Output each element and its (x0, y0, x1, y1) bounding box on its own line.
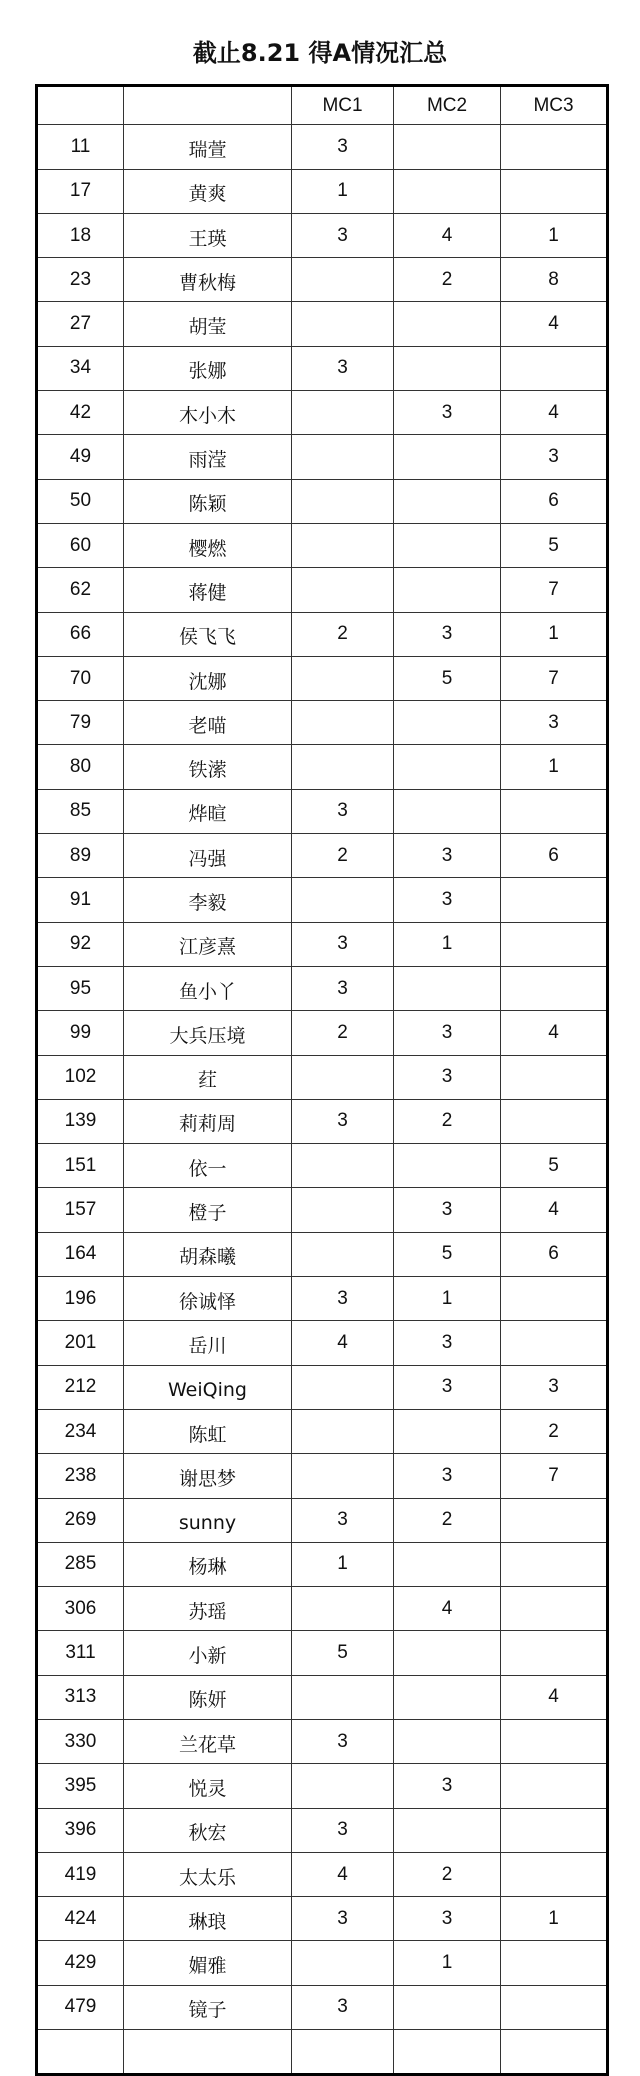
name-cell: 张娜 (124, 346, 292, 390)
name-cell: 悦灵 (124, 1764, 292, 1808)
table-row (37, 1409, 608, 1453)
table-row (37, 1011, 608, 1055)
mc2-cell: 1 (394, 1941, 501, 1985)
mc1-cell (292, 523, 394, 567)
id-cell: 234 (37, 1409, 124, 1453)
mc2-cell (394, 701, 501, 745)
id-cell: 330 (37, 1719, 124, 1763)
name-cell (124, 2030, 292, 2075)
mc2-cell (394, 1144, 501, 1188)
id-cell: 66 (37, 612, 124, 656)
name-cell: 老喵 (124, 701, 292, 745)
name-cell: 陈颖 (124, 479, 292, 523)
table-row (37, 302, 608, 346)
id-cell: 102 (37, 1055, 124, 1099)
name-cell: 苏瑶 (124, 1587, 292, 1631)
mc2-cell: 3 (394, 1321, 501, 1365)
name-cell: 侯飞飞 (124, 612, 292, 656)
mc1-cell (292, 302, 394, 346)
mc3-cell: 3 (501, 1365, 608, 1409)
id-cell: 18 (37, 213, 124, 257)
id-cell: 479 (37, 1985, 124, 2029)
table-row (37, 1808, 608, 1852)
summary-table (35, 84, 609, 2076)
mc2-cell (394, 1542, 501, 1586)
id-cell: 50 (37, 479, 124, 523)
name-cell: 依一 (124, 1144, 292, 1188)
id-cell: 27 (37, 302, 124, 346)
mc2-cell: 3 (394, 1188, 501, 1232)
mc3-cell: 6 (501, 834, 608, 878)
mc3-cell: 7 (501, 568, 608, 612)
name-cell: 沈娜 (124, 656, 292, 700)
mc2-cell (394, 789, 501, 833)
table-row (37, 1365, 608, 1409)
mc3-cell (501, 789, 608, 833)
name-cell: 大兵压境 (124, 1011, 292, 1055)
mc1-cell (292, 1454, 394, 1498)
mc3-cell (501, 125, 608, 169)
mc3-cell (501, 169, 608, 213)
table-row (37, 523, 608, 567)
id-cell: 34 (37, 346, 124, 390)
table-row (37, 1232, 608, 1276)
table-row (37, 169, 608, 213)
table-row (37, 789, 608, 833)
table-row (37, 258, 608, 302)
table-row (37, 1321, 608, 1365)
mc2-cell (394, 568, 501, 612)
id-cell: 395 (37, 1764, 124, 1808)
id-cell: 17 (37, 169, 124, 213)
mc1-cell (292, 1055, 394, 1099)
mc2-cell (394, 523, 501, 567)
id-cell: 429 (37, 1941, 124, 1985)
id-cell: 91 (37, 878, 124, 922)
id-cell: 311 (37, 1631, 124, 1675)
mc2-cell: 3 (394, 1897, 501, 1941)
header-cell-mc2: MC2 (394, 86, 501, 125)
mc3-cell: 1 (501, 213, 608, 257)
mc1-cell: 4 (292, 1321, 394, 1365)
mc2-cell: 3 (394, 834, 501, 878)
mc3-cell: 6 (501, 479, 608, 523)
id-cell: 201 (37, 1321, 124, 1365)
page-title: 截止8.21 得A情况汇总 (192, 39, 448, 67)
mc1-cell (292, 1764, 394, 1808)
id-cell: 62 (37, 568, 124, 612)
mc1-cell (292, 656, 394, 700)
mc1-cell (292, 258, 394, 302)
table-row (37, 878, 608, 922)
table-body (37, 86, 608, 2075)
id-cell: 11 (37, 125, 124, 169)
name-cell: 木小木 (124, 391, 292, 435)
mc1-cell: 3 (292, 125, 394, 169)
mc1-cell: 5 (292, 1631, 394, 1675)
mc3-cell: 4 (501, 302, 608, 346)
mc3-cell: 7 (501, 656, 608, 700)
table-row (37, 1188, 608, 1232)
table-row (37, 1542, 608, 1586)
name-cell: WeiQing (124, 1365, 292, 1409)
id-cell (37, 2030, 124, 2075)
name-cell: 荭 (124, 1055, 292, 1099)
mc2-cell: 2 (394, 258, 501, 302)
mc3-cell (501, 1631, 608, 1675)
mc1-cell: 3 (292, 922, 394, 966)
mc3-cell (501, 1764, 608, 1808)
mc2-cell: 4 (394, 1587, 501, 1631)
name-cell: 秋宏 (124, 1808, 292, 1852)
mc2-cell (394, 1409, 501, 1453)
name-cell: 黄爽 (124, 169, 292, 213)
name-cell: 烨暄 (124, 789, 292, 833)
mc2-cell (394, 125, 501, 169)
mc3-cell: 1 (501, 612, 608, 656)
mc3-cell (501, 1099, 608, 1143)
mc2-cell (394, 1985, 501, 2029)
mc2-cell (394, 169, 501, 213)
table-row (37, 1099, 608, 1143)
name-cell: 鱼小丫 (124, 966, 292, 1010)
table-row (37, 1675, 608, 1719)
mc3-cell (501, 1277, 608, 1321)
header-cell-id (37, 86, 124, 125)
mc1-cell: 3 (292, 1985, 394, 2029)
mc3-cell: 2 (501, 1409, 608, 1453)
mc2-cell (394, 1631, 501, 1675)
mc1-cell (292, 701, 394, 745)
id-cell: 424 (37, 1897, 124, 1941)
mc3-cell: 6 (501, 1232, 608, 1276)
mc1-cell (292, 2030, 394, 2075)
name-cell: 瑞萱 (124, 125, 292, 169)
mc1-cell: 2 (292, 834, 394, 878)
id-cell: 196 (37, 1277, 124, 1321)
mc1-cell: 3 (292, 346, 394, 390)
table-row (37, 1985, 608, 2029)
header-cell-mc3: MC3 (501, 86, 608, 125)
table-row (37, 213, 608, 257)
mc3-cell: 3 (501, 701, 608, 745)
mc1-cell (292, 1941, 394, 1985)
mc3-cell (501, 2030, 608, 2075)
table-row (37, 1144, 608, 1188)
id-cell: 99 (37, 1011, 124, 1055)
name-cell: 陈虹 (124, 1409, 292, 1453)
id-cell: 85 (37, 789, 124, 833)
id-cell: 212 (37, 1365, 124, 1409)
mc3-cell (501, 1587, 608, 1631)
mc1-cell (292, 1144, 394, 1188)
mc2-cell (394, 1675, 501, 1719)
mc1-cell (292, 479, 394, 523)
table-row (37, 1852, 608, 1896)
mc1-cell (292, 1365, 394, 1409)
mc1-cell: 1 (292, 1542, 394, 1586)
mc3-cell (501, 346, 608, 390)
mc3-cell: 8 (501, 258, 608, 302)
id-cell: 238 (37, 1454, 124, 1498)
table-row (37, 922, 608, 966)
name-cell: 太太乐 (124, 1852, 292, 1896)
id-cell: 89 (37, 834, 124, 878)
table-row (37, 1719, 608, 1763)
mc1-cell: 3 (292, 789, 394, 833)
mc1-cell: 3 (292, 1277, 394, 1321)
mc3-cell: 4 (501, 1188, 608, 1232)
name-cell: 小新 (124, 1631, 292, 1675)
id-cell: 151 (37, 1144, 124, 1188)
mc1-cell (292, 1232, 394, 1276)
table-row (37, 1454, 608, 1498)
table-row (37, 966, 608, 1010)
name-cell: 谢思梦 (124, 1454, 292, 1498)
name-cell: 胡森曦 (124, 1232, 292, 1276)
name-cell: 曹秋梅 (124, 258, 292, 302)
table-row (37, 834, 608, 878)
name-cell: 岳川 (124, 1321, 292, 1365)
header-cell-name (124, 86, 292, 125)
name-cell: 冯强 (124, 834, 292, 878)
mc1-cell: 3 (292, 1808, 394, 1852)
table-row (37, 656, 608, 700)
id-cell: 60 (37, 523, 124, 567)
name-cell: 琳琅 (124, 1897, 292, 1941)
mc1-cell: 3 (292, 213, 394, 257)
id-cell: 95 (37, 966, 124, 1010)
mc3-cell: 4 (501, 1011, 608, 1055)
mc1-cell (292, 568, 394, 612)
mc1-cell (292, 878, 394, 922)
id-cell: 70 (37, 656, 124, 700)
name-cell: 莉莉周 (124, 1099, 292, 1143)
mc2-cell (394, 302, 501, 346)
id-cell: 313 (37, 1675, 124, 1719)
name-cell: 铁潆 (124, 745, 292, 789)
name-cell: 李毅 (124, 878, 292, 922)
id-cell: 285 (37, 1542, 124, 1586)
mc2-cell: 5 (394, 656, 501, 700)
mc2-cell (394, 435, 501, 479)
name-cell: 媚雅 (124, 1941, 292, 1985)
mc2-cell: 3 (394, 1454, 501, 1498)
mc2-cell: 5 (394, 1232, 501, 1276)
mc1-cell (292, 1587, 394, 1631)
name-cell: 樱燃 (124, 523, 292, 567)
name-cell: 雨滢 (124, 435, 292, 479)
id-cell: 419 (37, 1852, 124, 1896)
mc2-cell (394, 745, 501, 789)
mc3-cell: 7 (501, 1454, 608, 1498)
table-row (37, 568, 608, 612)
table-row (37, 1587, 608, 1631)
table-row (37, 701, 608, 745)
mc2-cell: 1 (394, 1277, 501, 1321)
id-cell: 79 (37, 701, 124, 745)
mc3-cell: 3 (501, 435, 608, 479)
mc2-cell: 3 (394, 878, 501, 922)
table-row (37, 1764, 608, 1808)
mc3-cell (501, 1808, 608, 1852)
mc3-cell: 4 (501, 391, 608, 435)
mc2-cell: 2 (394, 1099, 501, 1143)
mc1-cell (292, 1409, 394, 1453)
mc3-cell: 1 (501, 1897, 608, 1941)
table-header-row (37, 86, 608, 125)
mc2-cell: 4 (394, 213, 501, 257)
name-cell: sunny (124, 1498, 292, 1542)
mc1-cell: 3 (292, 1099, 394, 1143)
table-row (37, 1055, 608, 1099)
name-cell: 杨琳 (124, 1542, 292, 1586)
mc1-cell: 1 (292, 169, 394, 213)
table-row (37, 612, 608, 656)
mc3-cell: 5 (501, 523, 608, 567)
table-row (37, 1277, 608, 1321)
mc3-cell (501, 878, 608, 922)
mc2-cell: 1 (394, 922, 501, 966)
mc1-cell: 3 (292, 966, 394, 1010)
mc1-cell: 3 (292, 1897, 394, 1941)
mc2-cell: 3 (394, 1055, 501, 1099)
mc3-cell (501, 1055, 608, 1099)
mc3-cell (501, 1321, 608, 1365)
mc2-cell: 2 (394, 1852, 501, 1896)
table-row (37, 125, 608, 169)
mc3-cell (501, 1985, 608, 2029)
id-cell: 306 (37, 1587, 124, 1631)
id-cell: 157 (37, 1188, 124, 1232)
id-cell: 396 (37, 1808, 124, 1852)
mc1-cell (292, 745, 394, 789)
mc2-cell (394, 346, 501, 390)
table-row (37, 1631, 608, 1675)
mc2-cell: 3 (394, 612, 501, 656)
table-row (37, 745, 608, 789)
mc2-cell (394, 966, 501, 1010)
name-cell: 蒋健 (124, 568, 292, 612)
mc2-cell (394, 1719, 501, 1763)
mc2-cell: 2 (394, 1498, 501, 1542)
mc3-cell: 1 (501, 745, 608, 789)
mc1-cell: 2 (292, 612, 394, 656)
table-row (37, 391, 608, 435)
name-cell: 王瑛 (124, 213, 292, 257)
mc2-cell (394, 2030, 501, 2075)
mc3-cell (501, 1941, 608, 1985)
name-cell: 江彦熹 (124, 922, 292, 966)
mc1-cell (292, 435, 394, 479)
name-cell: 陈妍 (124, 1675, 292, 1719)
table-row (37, 1498, 608, 1542)
table-row (37, 346, 608, 390)
id-cell: 92 (37, 922, 124, 966)
mc2-cell (394, 1808, 501, 1852)
table-row (37, 1897, 608, 1941)
mc1-cell: 3 (292, 1498, 394, 1542)
mc3-cell (501, 966, 608, 1010)
mc2-cell: 3 (394, 1365, 501, 1409)
mc1-cell (292, 1675, 394, 1719)
mc3-cell: 5 (501, 1144, 608, 1188)
id-cell: 23 (37, 258, 124, 302)
name-cell: 徐诚怿 (124, 1277, 292, 1321)
header-cell-mc1: MC1 (292, 86, 394, 125)
mc1-cell: 3 (292, 1719, 394, 1763)
id-cell: 139 (37, 1099, 124, 1143)
mc2-cell: 3 (394, 1764, 501, 1808)
name-cell: 镜子 (124, 1985, 292, 2029)
mc3-cell (501, 1852, 608, 1896)
name-cell: 兰花草 (124, 1719, 292, 1763)
mc3-cell (501, 922, 608, 966)
mc1-cell (292, 391, 394, 435)
name-cell: 橙子 (124, 1188, 292, 1232)
table-row (37, 479, 608, 523)
id-cell: 269 (37, 1498, 124, 1542)
name-cell: 胡莹 (124, 302, 292, 346)
id-cell: 164 (37, 1232, 124, 1276)
id-cell: 80 (37, 745, 124, 789)
table-row (37, 1941, 608, 1985)
mc2-cell (394, 479, 501, 523)
table-row (37, 2030, 608, 2075)
id-cell: 42 (37, 391, 124, 435)
id-cell: 49 (37, 435, 124, 479)
mc2-cell: 3 (394, 1011, 501, 1055)
mc3-cell (501, 1498, 608, 1542)
mc3-cell (501, 1542, 608, 1586)
mc3-cell (501, 1719, 608, 1763)
mc1-cell: 2 (292, 1011, 394, 1055)
mc3-cell: 4 (501, 1675, 608, 1719)
mc2-cell: 3 (394, 391, 501, 435)
mc1-cell (292, 1188, 394, 1232)
mc1-cell: 4 (292, 1852, 394, 1896)
table-row (37, 435, 608, 479)
